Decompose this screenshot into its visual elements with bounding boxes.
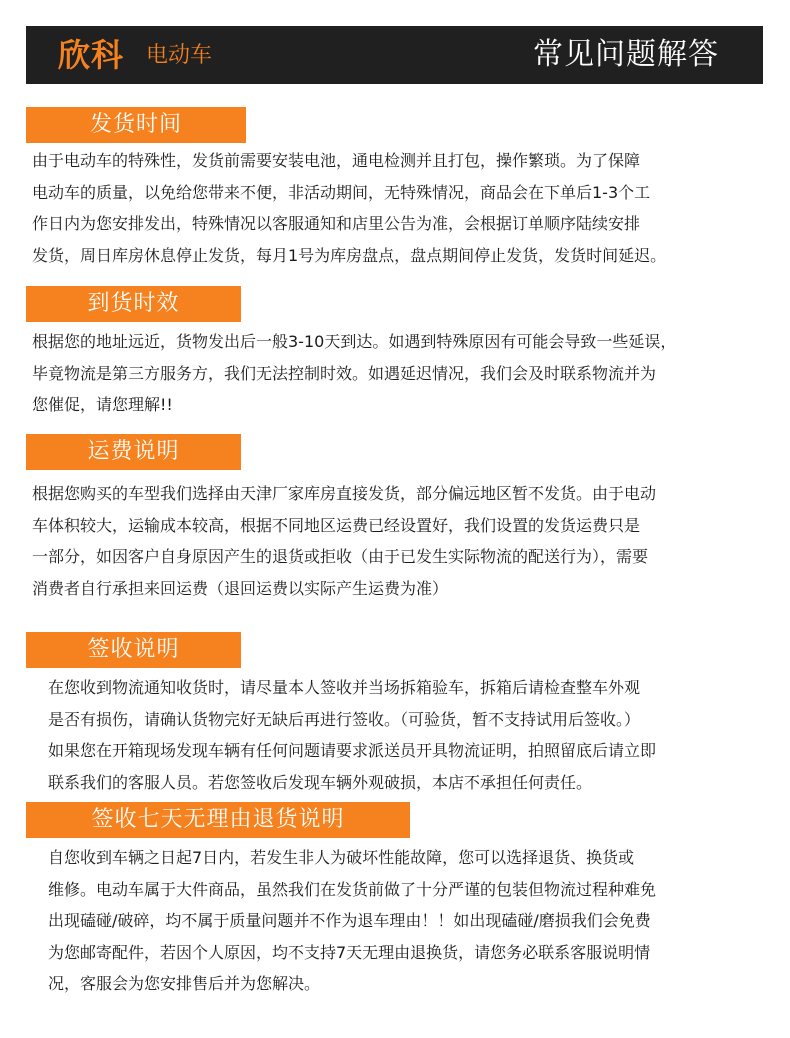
text-line: 联系我们的客服人员。若您签收后发现车辆外观破损，本店不承担任何责任。: [48, 772, 593, 792]
section-text-seven-day-return: [48, 842, 656, 1000]
text-line: 根据您购买的车型我们选择由天津厂家库房直接发货，部分偏远地区暂不发货。由于电动: [32, 484, 657, 503]
section-label-shipping-time: 发货时间: [26, 107, 246, 143]
text-line: 一部分，如因客户自身原因产生的退货或拒收（由于已发生实际物流的配送行为），需要: [32, 547, 649, 566]
section-label-seven-day-return: 签收七天无理由退货说明: [26, 802, 410, 838]
text-line: 作日内为您安排发出，特殊情况以客服通知和店里公告为准，会根据订单顺序陆续安排: [32, 214, 641, 233]
text-line: 出现磕碰/破碎，均不属于质量问题并不作为退车理由！！如出现磕碰/磨损我们会免费: [48, 911, 651, 930]
section-label-arrival-time: 到货时效: [26, 286, 241, 322]
section-text-arrival-time: [32, 326, 676, 421]
text-line: 维修。电动车属于大件商品，虽然我们在发货前做了十分严谨的包装但物流过程种难免: [48, 879, 657, 899]
text-line: 况，客服会为您安排售后并为您解决。: [48, 974, 321, 993]
text-line: 自您收到车辆之日起7日内，若发生非人为破坏性能故障，您可以选择退货、换货或: [48, 848, 635, 867]
text-line: 毕竟物流是第三方服务方，我们无法控制时效。如遇延迟情况，我们会及时联系物流并为: [32, 363, 657, 383]
text-line: 如果您在开箱现场发现车辆有任何问题请要求派送员开具物流证明，拍照留底后请立即: [48, 741, 657, 760]
text-line: 为您邮寄配件，若因个人原因，均不支持7天无理由退换货，请您务必联系客服说明情: [48, 942, 651, 962]
text-line: 在您收到物流通知收货时，请尽量本人签收并当场拆箱验车，拆箱后请检查整车外观: [48, 678, 641, 697]
page-header: [26, 26, 763, 84]
text-line: 是否有损伤，请确认货物完好无缺后再进行签收。（可验货，暂不支持试用后签收。）: [48, 709, 641, 729]
section-label-receipt: 签收说明: [26, 632, 241, 668]
brand-subtitle: 电动车: [146, 43, 213, 68]
text-line: 消费者自行承担来回运费（退回运费以实际产生运费为准）: [32, 578, 449, 598]
text-line: 您催促，请您理解!!: [32, 395, 173, 414]
text-line: 发货，周日库房休息停止发货，每月1号为库房盘点，盘点期间停止发货，发货时间延迟。: [32, 245, 667, 265]
text-line: 根据您的地址远近，货物发出后一般3-10天到达。如遇到特殊原因有可能会导致一些延误，: [32, 332, 677, 351]
section-text-shipping-time: [32, 145, 666, 271]
text-line: 电动车的质量，以免给您带来不便，非活动期间，无特殊情况，商品会在下单后1-3个工: [32, 182, 651, 202]
page-title: 常见问题解答: [533, 37, 719, 72]
text-line: 车体积较大，运输成本较高，根据不同地区运费已经设置好，我们设置的发货运费只是: [32, 515, 641, 535]
text-line: 由于电动车的特殊性，发货前需要安装电池，通电检测并且打包，操作繁琐。为了保障: [32, 151, 641, 170]
section-text-receipt: [48, 672, 656, 798]
section-text-shipping-fee: [32, 478, 656, 604]
brand-logo: 欣科: [58, 36, 125, 74]
section-label-shipping-fee: 运费说明: [26, 434, 241, 470]
